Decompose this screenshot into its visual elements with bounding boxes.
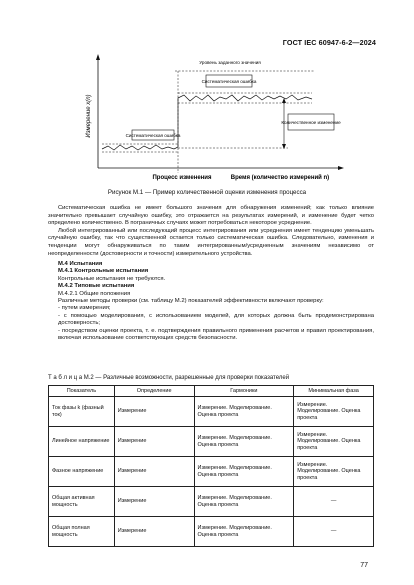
svg-text:Систематическая ошибка: Систематическая ошибка: [201, 79, 257, 84]
x-axis-label-right: Время (количество измерений n): [230, 175, 330, 181]
table-row: [49, 487, 374, 517]
table-cell: Ток фазы k (фазный ток): [49, 397, 115, 427]
table-header-row: [49, 386, 374, 397]
paragraph-1: Систематическая ошибка не имеет большого значения для обнаружения изменений; как только влияние значительно превышает случайную ошибку, это отражается на результатах измерений, и изменение будет четко определено количественно. В пограничных случаях может потребоваться некоторое усреднение.: [48, 205, 374, 227]
table-row: [49, 427, 374, 457]
table-cell: Общая полная мощность: [49, 517, 115, 547]
figure-caption: Рисунок М.1 — Пример количественной оценки изменения процесса: [107, 189, 307, 196]
table-caption: Т а б л и ц а М.2 — Различные возможности, разрешенные для проверки показателей: [48, 375, 290, 381]
section-line-1: Контрольные испытания не требуются.: [58, 275, 166, 282]
table-header-cell: Минимальная фаза: [294, 386, 374, 397]
page-number: 77: [360, 562, 368, 569]
table-row: [49, 457, 374, 487]
table-cell: Измерение. Моделирование. Оценка проекта: [194, 517, 294, 547]
table-cell: Измерение. Моделирование. Оценка проекта: [194, 397, 294, 427]
section-line-4: - с помощью моделирования, с использованием моделей, для которых должна быть продемонстрирована достоверность;: [58, 312, 374, 327]
table-row: [49, 397, 374, 427]
section-heading-m41: М.4.1 Контрольные испытания: [58, 268, 149, 275]
body-text: [48, 205, 374, 258]
tests-section: [48, 261, 374, 342]
table-cell: Измерение: [114, 487, 194, 517]
svg-text:Систематическая ошибка: Систематическая ошибка: [125, 133, 181, 138]
table-cell: Общая активная мощность: [49, 487, 115, 517]
table-header-cell: Гармоники: [194, 386, 294, 397]
y-axis-arrow: [96, 54, 100, 60]
x-axis-label-left: Процесс изменения: [152, 175, 212, 181]
document-code-header: ГОСТ IEC 60947-6-2—2024: [282, 38, 376, 47]
section-line-3: - путем измерения;: [58, 305, 111, 312]
paragraph-2: Любой интегрированный или последующий процесс интегрирования или усреднения имеет тенденцию уменьшать случайную ошибку, так что существенной остается только систематическая ошибка. Следовательно, изменения и тенденции могут обнаруживаться по таким интегрированным/усредненным значениям независимо от неопределенности (достоверности и точности) измерительного устройства.: [48, 227, 374, 257]
table-cell: Измерение. Моделирование. Оценка проекта: [294, 457, 374, 487]
svg-text:Количественное изменение: Количественное изменение: [281, 120, 341, 125]
table-row: [49, 517, 374, 547]
table-header-cell: Показатель: [49, 386, 115, 397]
section-line-5: - посредством оценки проекта, т. е. подтверждения правильного применения расчетов и правил проектирования, включая использование соответствующих средств безопасности.: [58, 327, 374, 342]
table-header-cell: Определение: [114, 386, 194, 397]
verification-table: [48, 385, 374, 547]
y-axis-label: Измерение x(n): [86, 94, 92, 138]
setpoint-label: Уровень заданного значения: [199, 60, 261, 65]
table-cell: Измерение: [114, 397, 194, 427]
table-cell: Измерение. Моделирование. Оценка проекта: [294, 397, 374, 427]
table-cell: Измерение: [114, 517, 194, 547]
section-heading-m421: М.4.2.1 Общие положения: [58, 290, 131, 297]
section-line-2: Различные методы проверки (см. таблицу М.2) показателей эффективности включают проверку:: [58, 298, 324, 305]
section-heading-m4: М.4 Испытания: [58, 261, 103, 267]
table-cell: Измерение. Моделирование. Оценка проекта: [194, 487, 294, 517]
process-change-figure: [70, 46, 355, 192]
section-heading-m42: М.4.2 Типовые испытания: [58, 283, 135, 290]
table-cell: Измерение. Моделирование. Оценка проекта: [194, 457, 294, 487]
x-axis-arrow: [338, 166, 344, 170]
table-cell: —: [294, 487, 374, 517]
table-cell: Измерение: [114, 457, 194, 487]
table-cell: Фазное напряжение: [49, 457, 115, 487]
table-cell: Измерение. Моделирование. Оценка проекта: [194, 427, 294, 457]
table-cell: Измерение. Моделирование. Оценка проекта: [294, 427, 374, 457]
table-cell: Измерение: [114, 427, 194, 457]
table-cell: Линейное напряжение: [49, 427, 115, 457]
table-cell: —: [294, 517, 374, 547]
